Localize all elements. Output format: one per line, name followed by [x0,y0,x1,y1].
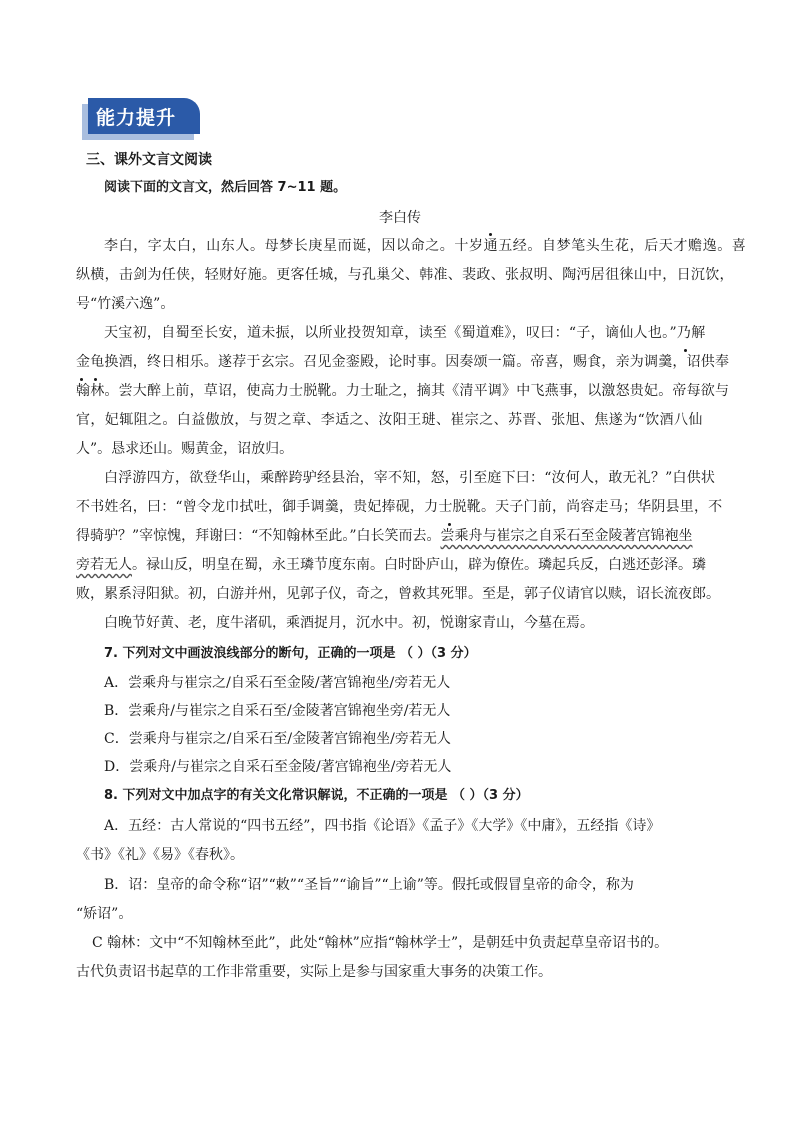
paragraph3-line3 [76,527,692,545]
paragraph3-line2: 不书姓名，曰：“曾令龙巾拭吐，御手调羹，贵妃捧砚，力士脱靴。天子门前，尚容走马；华阴县里，不 [76,499,723,515]
question7-option-c: C．尝乘舟与崔宗之/自采石至/金陵著宫锦袍坐/旁若无人 [104,731,451,747]
emphasis-dot [448,523,451,526]
question8-option-c-line2: 古代负责诏书起草的工作非常重要，实际上是参与国家重大事务的决策工作。 [76,964,552,980]
passage-title: 李白传 [379,210,421,226]
instruction: 阅读下面的文言文，然后回答 7~11 题。 [104,180,347,195]
emphasis-dot [489,233,492,236]
emphasis-dot [94,378,97,381]
paragraph1-line1: 李白，字太白，山东人。母梦长庚星而诞，因以命之。十岁通五经。自梦笔头生花，后天才赡逸。喜 [104,238,747,254]
question7-stem: 7. 下列对文中画波浪线部分的断句，正确的一项是 （ ）（3 分） [104,646,477,661]
question8-stem: 8. 下列对文中加点字的有关文化常识解说，不正确的一项是 （ ）（3 分） [104,788,529,803]
question8-option-a-line2: 《书》《礼》《易》《春秋》。 [76,847,244,863]
question7-option-d: D．尝乘舟/与崔宗之自采石至金陵/著宫锦袍坐/旁若无人 [104,759,452,775]
paragraph3-line3-text: 得骑驴？”宰惊愧，拜谢曰：“不知翰林至此。”白长笑而去。 [76,528,441,544]
question8-option-a-line1: A．五经：古人常说的“四书五经”，四书指《论语》《孟子》《大学》《中庸》，五经指《诗》 [104,818,661,834]
paragraph3-line4-text: 。禄山反，明皇在蜀，永王璘节度东南。白时卧庐山，辟为僚佐。璘起兵反，白逃还彭泽。璘 [132,557,706,573]
paragraph2-line3: 翰林。尝大醉上前，草诏，使高力士脱靴。力士耻之，摘其《清平调》中飞燕事，以激怒贵妃。帝每欲与 [76,383,730,399]
emphasis-dot [684,349,687,352]
paragraph3-line1: 白浮游四方，欲登华山，乘醉跨驴经县治，宰不知，怒，引至庭下曰：“汝何人，敢无礼？”白供状 [104,470,716,486]
paragraph2-line5: 人”。恳求还山。赐黄金，诏放归。 [76,441,294,457]
wavy-underlined-passage: 尝乘舟与崔宗之自采石至金陵著宫锦袍坐 [440,528,693,544]
paragraph4: 白晚节好黄、老，度牛渚矶，乘酒捉月，沉水中。初，悦谢家青山，今墓在焉。 [104,615,594,631]
paragraph3-line4 [76,556,706,574]
question7-option-b: B．尝乘舟/与崔宗之自采石至/金陵著宫锦袍坐旁/若无人 [104,703,451,719]
question7-option-a: A．尝乘舟与崔宗之/自采石至金陵/著宫锦袍坐/旁若无人 [104,675,451,691]
question8-option-b-line1: B．诏：皇帝的命令称“诏”“敕”“圣旨”“谕旨”“上谕”等。假托或假冒皇帝的命令，称为 [104,877,634,893]
emphasis-dot [80,378,83,381]
paragraph1-line2: 纵横，击剑为任侠，轻财好施。更客任城，与孔巢父、韩准、裴政、张叔明、陶沔居徂徕山中，日沉饮， [76,267,734,283]
section-heading: 三、课外文言文阅读 [86,152,212,168]
paragraph1-line3: 号“竹溪六逸”。 [76,296,175,312]
paragraph2-line2: 金龟换酒，终日相乐。遂荐于玄宗。召见金銮殿，论时事。因奏颂一篇。帝喜，赐食，亲为调羹，诏供奉 [76,354,730,370]
paragraph2-line1: 天宝初，自蜀至长安，道未振，以所业投贺知章，读至《蜀道难》，叹曰：“子，谪仙人也。”乃解 [104,325,706,341]
paragraph3-line5: 败，累系浔阳狱。初，白游并州，见郭子仪，奇之，曾救其死罪。至是，郭子仪请官以赎，诏长流夜郎。 [76,586,720,602]
banner-label: 能力提升 [96,107,177,129]
question8-option-b-line2: “矫诏”。 [76,906,133,922]
question8-option-c-line1: C 翰林：文中“不知翰林至此”，此处“翰林”应指“翰林学士”，是朝廷中负责起草皇帝诏书的。 [92,935,669,951]
wavy-underlined-passage-end: 旁若无人 [76,557,132,573]
paragraph2-line4: 官，妃辄阻之。白益傲放，与贺之章、李适之、汝阳王琎、崔宗之、苏晋、张旭、焦遂为“饮酒八仙 [76,412,703,428]
